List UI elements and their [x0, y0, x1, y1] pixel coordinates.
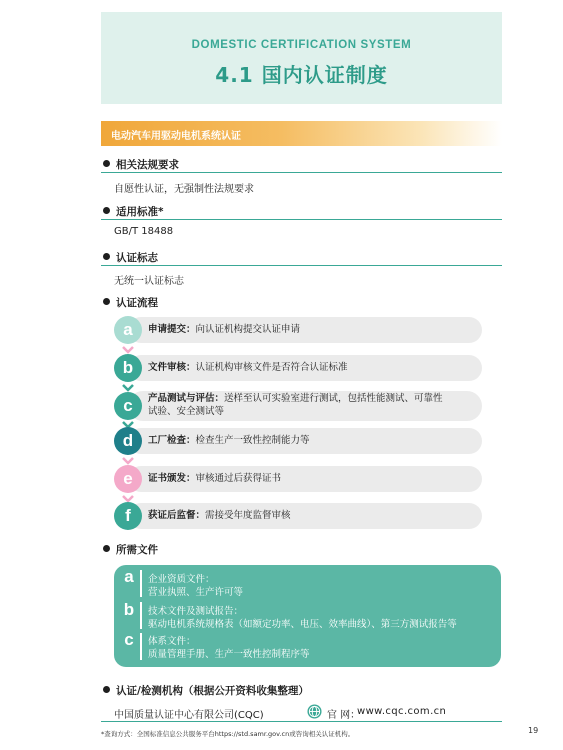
mark-heading-row: [101, 248, 502, 266]
doc-divider: [140, 570, 142, 597]
step-name: 获证后监督：: [148, 510, 206, 521]
process-step-text: [148, 435, 310, 448]
regulation-heading-row: [101, 155, 502, 173]
doc-letter-c: c: [124, 630, 134, 649]
chapter-title-cn: 4.1 国内认证制度: [215, 63, 388, 87]
standard-text: GB/T 18488: [114, 226, 174, 237]
regulation-text: 自愿性认证，无强制性法规要求: [114, 184, 254, 195]
process-step-text: [148, 362, 348, 375]
step-name: 申请提交：: [148, 324, 196, 335]
chevron-down-icon: [122, 457, 134, 465]
globe-icon: [307, 704, 322, 719]
doc-desc: 质量管理手册、生产一致性控制程序等: [148, 649, 310, 660]
doc-divider: [140, 633, 142, 660]
bodies-heading-row: [101, 681, 502, 699]
step-desc: 送样至认可实验室进行测试，包括性能测试、可靠性: [224, 393, 443, 404]
bullet-icon: [103, 686, 110, 693]
step-desc: 审核通过后获得证书: [195, 473, 282, 484]
documents-heading-row: [101, 540, 502, 558]
bullet-icon: [103, 545, 110, 552]
doc-title: 企业资质文件：: [148, 574, 215, 585]
bodies-heading: 认证/检测机构（根据公开资料收集整理）: [116, 685, 309, 697]
chevron-down-icon: [122, 346, 134, 354]
step-badge-d: d: [114, 427, 142, 455]
chapter-title-en: DOMESTIC CERTIFICATION SYSTEM: [191, 39, 412, 51]
mark-text: 无统一认证标志: [114, 276, 184, 287]
section-banner: [101, 121, 502, 146]
step-desc-continued: 试验、安全测试等: [148, 405, 225, 417]
process-step-text: [148, 324, 300, 337]
process-heading: 认证流程: [116, 297, 158, 309]
step-desc: 需接受年度监督审核: [205, 510, 291, 521]
website-link[interactable]: www.cqc.com.cn: [357, 706, 447, 717]
organization-name: 中国质量认证中心有限公司(CQC): [114, 710, 264, 721]
step-badge-a: a: [114, 316, 142, 344]
process-heading-row: [101, 293, 502, 311]
process-step-text: [148, 510, 291, 523]
doc-desc: 营业执照、生产许可等: [148, 587, 244, 598]
documents-heading: 所需文件: [116, 544, 158, 556]
bullet-icon: [103, 298, 110, 305]
process-step-text: [148, 473, 281, 486]
chapter-header: [101, 12, 502, 104]
bullet-icon: [103, 160, 110, 167]
step-badge-c: c: [114, 392, 142, 420]
standard-heading: 适用标准*: [116, 206, 164, 218]
step-desc: 认证机构审核文件是否符合认证标准: [195, 362, 348, 373]
doc-desc: 驱动电机系统规格表（如额定功率、电压、效率曲线）、第三方测试报告等: [148, 619, 457, 630]
process-step-text: [148, 393, 443, 418]
doc-title: 技术文件及测试报告：: [148, 606, 244, 617]
step-desc: 向认证机构提交认证申请: [195, 324, 301, 335]
step-name: 产品测试与评估：: [148, 393, 225, 404]
doc-divider: [140, 602, 142, 629]
step-badge-b: b: [114, 354, 142, 382]
page-number: 19: [528, 726, 539, 735]
step-badge-e: e: [114, 465, 142, 493]
chevron-down-icon: [122, 384, 134, 392]
website-label: 官 网：: [327, 710, 361, 721]
doc-title: 体系文件：: [148, 636, 196, 647]
bullet-icon: [103, 253, 110, 260]
section-title: 电动汽车用驱动电机系统认证: [111, 131, 241, 142]
step-name: 工厂检查：: [148, 435, 196, 446]
step-name: 证书颁发：: [148, 473, 196, 484]
doc-letter-a: a: [124, 567, 134, 586]
organization-row: [101, 704, 502, 722]
standard-heading-row: [101, 202, 502, 220]
mark-heading: 认证标志: [116, 252, 158, 264]
regulation-heading: 相关法规要求: [116, 159, 179, 171]
doc-letter-b: b: [123, 600, 135, 619]
step-desc: 检查生产一致性控制能力等: [195, 435, 310, 446]
bullet-icon: [103, 207, 110, 214]
step-name: 文件审核：: [148, 362, 196, 373]
footnote: *查询方式：全国标准信息公共服务平台https://std.samr.gov.cn或咨询相关认证机构。: [101, 730, 355, 738]
step-badge-f: f: [114, 502, 142, 530]
